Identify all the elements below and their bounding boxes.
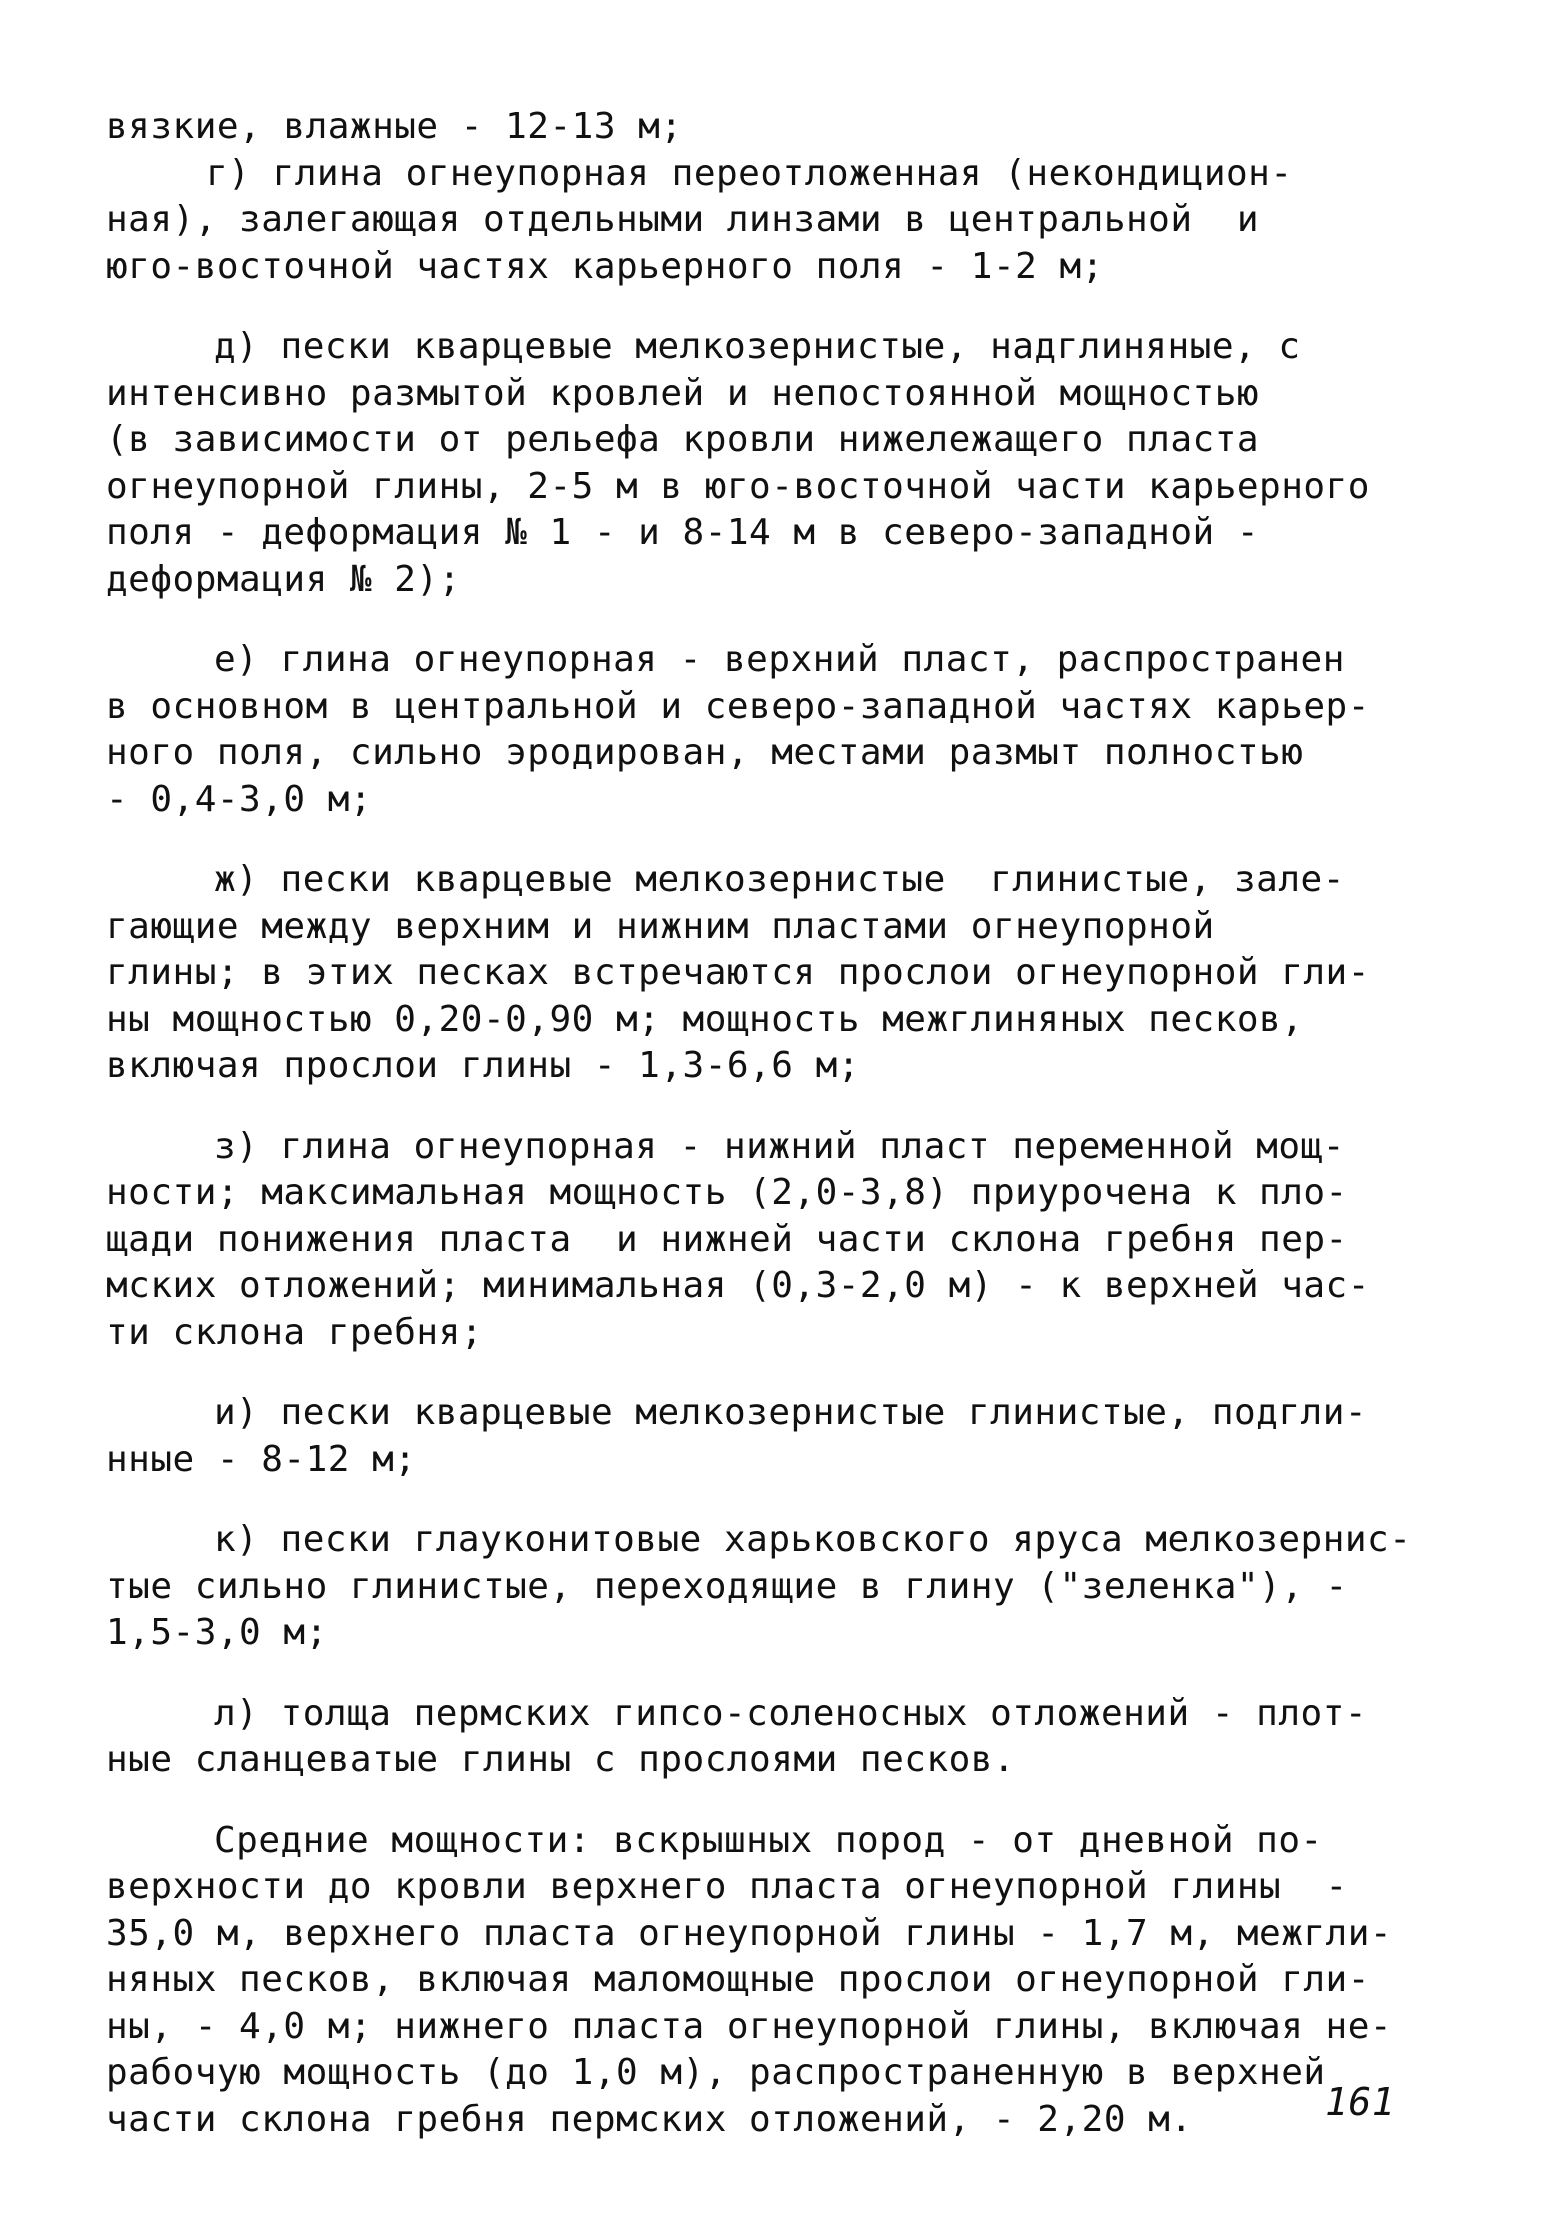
text-line: юго-восточной частях карьерного поля - 1-2 м; bbox=[106, 245, 1104, 287]
text-line: поля - деформация № 1 - и 8-14 м в северо-западной - bbox=[106, 512, 1260, 553]
text-line: включая прослои глины - 1,3-6,6 м; bbox=[106, 1045, 860, 1086]
text-line: глины; в этих песках встречаются прослои огнеупорной гли- bbox=[106, 952, 1370, 993]
text-line: интенсивно размытой кровлей и непостоянной мощностью bbox=[106, 372, 1260, 414]
text-line: л) толща пермских гипсо-соленосных отложений - плот- bbox=[214, 1692, 1368, 1734]
text-line: и) пески кварцевые мелкозернистые глинистые, подгли- bbox=[214, 1392, 1368, 1433]
text-line: ти склона гребня; bbox=[106, 1311, 483, 1353]
text-line: 35,0 м, верхнего пласта огнеупорной глины - 1,7 м, межгли- bbox=[106, 1912, 1393, 1954]
text-line: г) глина огнеупорная переотложенная (некондицион- bbox=[206, 152, 1293, 194]
text-line: Средние мощности: вскрышных пород - от дневной по- bbox=[214, 1819, 1323, 1861]
text-line: ны мощностью 0,20-0,90 м; мощность межглиняных песков, bbox=[106, 998, 1304, 1040]
text-line: ная), залегающая отдельными линзами в центральной и bbox=[106, 199, 1260, 240]
text-line: е) глина огнеупорная - верхний пласт, распространен bbox=[214, 639, 1345, 680]
text-line: верхности до кровли верхнего пласта огнеупорной глины - bbox=[106, 1866, 1348, 1907]
text-line: нные - 8-12 м; bbox=[106, 1438, 417, 1480]
paragraph-item-zh bbox=[106, 857, 1466, 1090]
paragraph-item-i bbox=[106, 1390, 1466, 1483]
text-line: д) пески кварцевые мелкозернистые, надглиняные, с bbox=[214, 326, 1301, 367]
text-line: в основном в центральной и северо-западной частях карьер- bbox=[106, 685, 1370, 727]
page-number: 161 bbox=[1325, 2080, 1396, 2124]
paragraph-item-z bbox=[106, 1124, 1466, 1357]
text-line: к) пески глауконитовые харьковского яруса мелкозернис- bbox=[214, 1519, 1412, 1560]
text-line: рабочую мощность (до 1,0 м), распространенную в верхней bbox=[106, 2052, 1326, 2093]
text-line: гающие между верхним и нижним пластами огнеупорной bbox=[106, 905, 1215, 947]
text-line: щади понижения пласта и нижней части склона гребня пер- bbox=[106, 1218, 1348, 1260]
text-line: (в зависимости от рельефа кровли нижележащего пласта bbox=[106, 419, 1260, 460]
text-line: тые сильно глинистые, переходящие в глину ("зеленка"), - bbox=[106, 1565, 1348, 1607]
paragraph-item-d bbox=[106, 324, 1466, 603]
text-line: ны, - 4,0 м; нижнего пласта огнеупорной глины, включая не- bbox=[106, 2005, 1393, 2047]
text-line: ные сланцеватые глины с прослоями песков. bbox=[106, 1739, 1016, 1780]
text-line: ного поля, сильно эродирован, местами размыт полностью bbox=[106, 732, 1304, 773]
text-line: части склона гребня пермских отложений, - 2,20 м. bbox=[106, 2098, 1193, 2140]
text-line: деформация № 2); bbox=[106, 558, 461, 600]
paragraph-item-k bbox=[106, 1517, 1466, 1657]
text-line: мских отложений; минимальная (0,3-2,0 м) - к верхней час- bbox=[106, 1265, 1370, 1306]
text-line: вязкие, влажные - 12-13 м; bbox=[106, 106, 683, 147]
text-line: ности; максимальная мощность (2,0-3,8) приурочена к пло- bbox=[106, 1172, 1348, 1213]
paragraph-item-g bbox=[106, 151, 1466, 291]
text-line: огнеупорной глины, 2-5 м в юго-восточной части карьерного bbox=[106, 465, 1370, 507]
paragraph-continued bbox=[106, 104, 1466, 151]
document-body bbox=[106, 104, 1466, 2143]
text-line: ж) пески кварцевые мелкозернистые глинистые, зале- bbox=[214, 859, 1345, 900]
text-line: няных песков, включая маломощные прослои огнеупорной гли- bbox=[106, 1959, 1370, 2000]
paragraph-summary bbox=[106, 1818, 1466, 2144]
paragraph-item-e bbox=[106, 637, 1466, 823]
text-line: 1,5-3,0 м; bbox=[106, 1612, 328, 1653]
paragraph-item-l bbox=[106, 1691, 1466, 1784]
text-line: з) глина огнеупорная - нижний пласт переменной мощ- bbox=[214, 1125, 1345, 1167]
text-line: - 0,4-3,0 м; bbox=[106, 778, 373, 820]
